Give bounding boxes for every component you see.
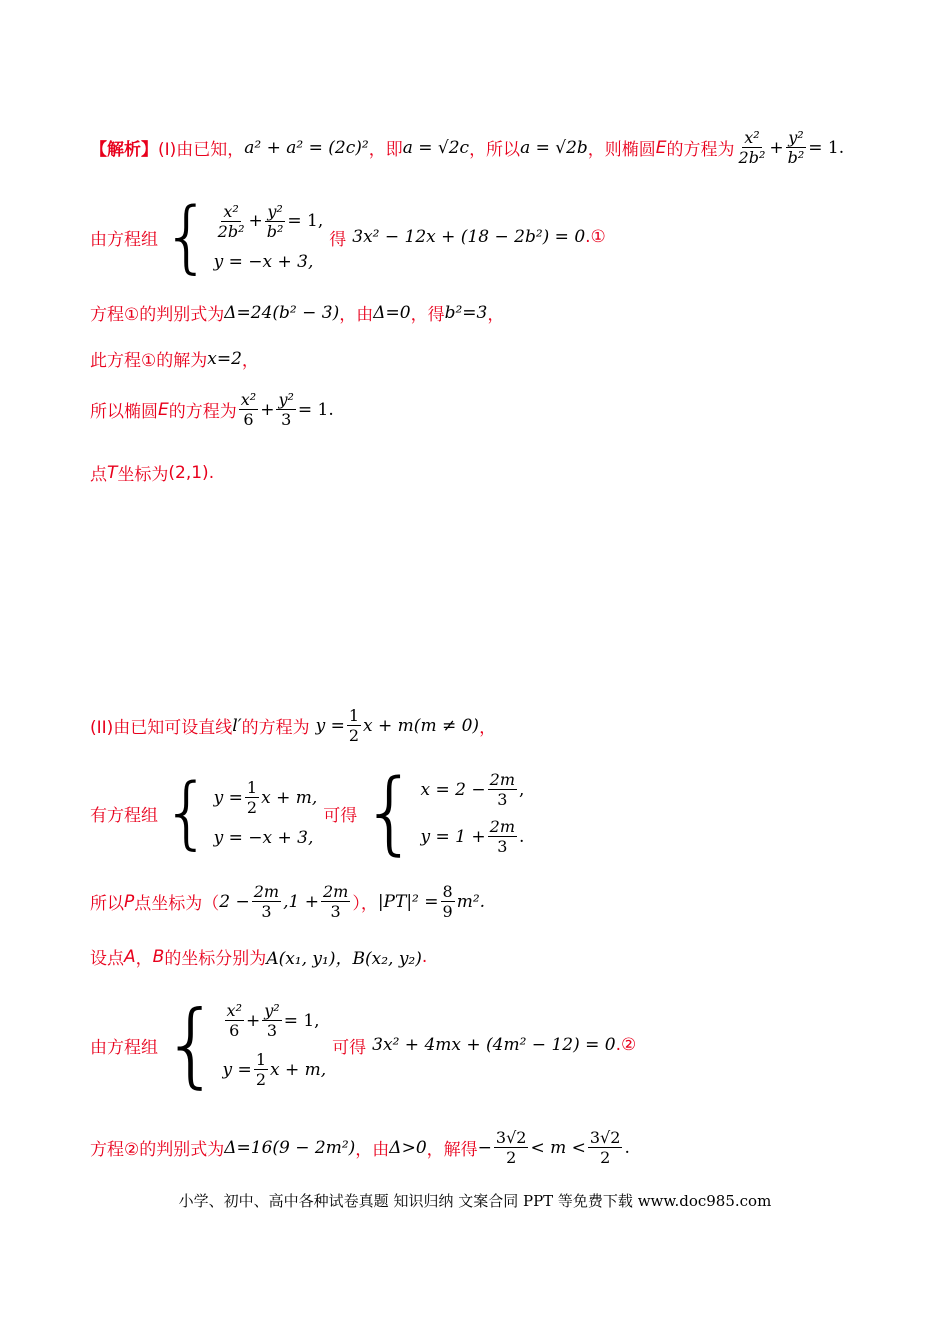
text: 所以椭圆 [90, 402, 158, 422]
formula: a = √2c [402, 137, 470, 158]
numerator: y² [788, 128, 804, 147]
fraction [737, 128, 768, 167]
fraction [321, 882, 350, 921]
system-row [214, 828, 318, 848]
formula: = 1, [287, 211, 324, 232]
formula: Δ=0 [373, 302, 411, 323]
points-AB-line [90, 944, 427, 969]
fraction [488, 770, 517, 809]
numerator: 8 [442, 882, 453, 901]
formula: m². [456, 891, 486, 912]
denominator: b² [787, 148, 805, 167]
denominator: 3 [497, 837, 508, 856]
fraction [786, 128, 807, 167]
numerator: y² [267, 201, 283, 221]
variable-l: l′ [232, 715, 242, 736]
fraction [441, 882, 455, 921]
text: . [421, 946, 428, 967]
formula: y = [222, 1059, 252, 1080]
denominator: 2 [600, 1148, 611, 1167]
formula: = 1. [297, 399, 334, 420]
formula: < m < [530, 1137, 586, 1158]
text: 的坐标分别为 [164, 949, 267, 969]
fraction [588, 1128, 623, 1167]
fraction [265, 202, 286, 241]
formula: 2 − [219, 891, 250, 912]
denominator: 6 [229, 1021, 240, 1040]
text: ，所以 [469, 140, 521, 160]
system-rows [214, 773, 318, 853]
part-II-line [90, 706, 496, 745]
fraction [254, 1050, 268, 1089]
coordinate: (2,1) [168, 462, 209, 483]
numerator: 1 [246, 778, 258, 798]
text: ， [487, 305, 505, 325]
text: ，即 [368, 140, 403, 160]
fraction [216, 202, 247, 241]
circled-number: .② [615, 1035, 637, 1055]
fraction [225, 1001, 244, 1040]
part-label: (I)由已知， [158, 140, 245, 160]
formula: x + m, [261, 787, 318, 808]
formula: 3x² + 4mx + (4m² − 12) = 0 [372, 1035, 616, 1055]
equation-system-1 [90, 192, 606, 282]
text: . [208, 462, 215, 483]
numerator: x² [744, 128, 760, 147]
circled-number: .① [585, 227, 606, 247]
left-brace: { [361, 760, 419, 865]
formula: x + m(m ≠ 0) [363, 715, 480, 736]
variable-E: E [655, 137, 667, 158]
text: 有方程组 [90, 805, 158, 826]
text: (II)由已知可设直线 [90, 718, 233, 738]
formula: y = 1 + [420, 826, 486, 847]
fraction [276, 390, 295, 429]
discriminant-line-1 [90, 300, 504, 325]
formula: |PT|² = [377, 891, 439, 912]
numerator: 2m [489, 817, 516, 836]
system-row [421, 770, 525, 809]
text: 的方程为 [666, 140, 735, 160]
denominator: 2b² [217, 221, 245, 241]
numerator: 2m [489, 770, 515, 789]
formula: A(x₁, y₁)，B(x₂, y₂) [266, 949, 422, 969]
fraction [262, 1001, 281, 1040]
denominator: 3 [266, 1021, 278, 1040]
text: 可得 [332, 1037, 367, 1058]
numerator: 1 [255, 1050, 266, 1069]
text: ，得 [410, 305, 445, 325]
numerator: 1 [348, 706, 360, 725]
fraction [347, 706, 361, 745]
numerator: 2m [322, 882, 349, 901]
text: 由方程组 [90, 1037, 158, 1058]
formula: = 1, [283, 1010, 320, 1031]
text: 的方程为 [241, 718, 310, 738]
text: 的方程为 [168, 402, 237, 422]
formula: b²=3 [444, 302, 488, 323]
formula: y = −x + 3, [213, 827, 314, 848]
numerator: y² [278, 390, 294, 409]
system-row [421, 817, 525, 856]
fraction [488, 817, 517, 856]
formula: 3x² − 12x + (18 − 2b²) = 0 [352, 227, 586, 247]
text: 点坐标为（ [134, 894, 220, 914]
text: ，则椭圆 [587, 140, 656, 160]
text: 方程②的判别式为 [90, 1140, 225, 1160]
plus: + [769, 137, 784, 158]
formula: − [477, 1137, 492, 1158]
text: 所以 [90, 894, 124, 914]
text: ，由 [339, 305, 374, 325]
text: 得 [329, 229, 347, 250]
solution-x-line [90, 346, 259, 371]
system-row: $\frac{\text{x²}}{\text{2b²}}$ + $\frac{\text{y²}}{\text{b²}}$ = 1, [217, 201, 324, 241]
system-row: $\frac{\text{x²}}{6}$ + $\frac{\text{y²}}{3}$ = 1, [226, 1001, 320, 1040]
equation-system-3 [90, 991, 637, 1098]
denominator: 3 [281, 410, 292, 429]
text: ， [479, 718, 497, 738]
formula: y = [213, 787, 243, 808]
text: ， [135, 949, 153, 969]
page-footer: 小学、初中、高中各种试卷真题 知识归纳 文案合同 PPT 等免费下载 www.doc985.com [178, 1192, 772, 1210]
formula: . [624, 1137, 630, 1158]
analysis-heading: 【解析】 [90, 140, 158, 160]
system-rows [214, 196, 324, 278]
variable-T: T [107, 462, 118, 483]
formula: Δ=16(9 − 2m²) [224, 1137, 356, 1158]
text: 点 [90, 465, 107, 485]
point-P-line [90, 882, 485, 921]
formula: = 1. [808, 137, 845, 158]
formula: y = −x + 3, [213, 252, 314, 273]
denominator: 3 [261, 902, 272, 921]
text: 此方程①的解为 [90, 351, 208, 371]
formula: a² + a² = (2c)² [244, 137, 369, 158]
denominator: 2b² [738, 148, 766, 167]
left-brace: { [162, 991, 221, 1098]
denominator: b² [266, 221, 284, 241]
variable-A: A [124, 946, 136, 967]
system-rows [223, 996, 327, 1094]
discriminant-line-2 [90, 1128, 630, 1167]
formula: , [519, 779, 525, 800]
formula: x=2 [207, 348, 242, 369]
numerator: x² [223, 201, 239, 221]
left-brace: { [162, 192, 212, 282]
text: 设点 [90, 949, 124, 969]
denominator: 2 [348, 726, 360, 745]
denominator: 2 [506, 1148, 517, 1167]
text: 由方程组 [90, 229, 158, 250]
text: ）， [352, 894, 378, 914]
fraction [239, 390, 258, 429]
denominator: 2 [255, 1070, 266, 1089]
numerator: x² [240, 390, 257, 409]
fraction [494, 1128, 529, 1167]
fraction [245, 778, 259, 817]
ellipse-equation-line: 所以椭圆 E 的方程为 $\frac{\text{x²}}{6}$ + $\frac{\text{y²}}{3}$ = 1. [90, 390, 334, 429]
equation-system-2 [90, 760, 525, 865]
left-brace: { [162, 768, 212, 858]
variable-B: B [152, 946, 165, 967]
text: 方程①的判别式为 [90, 305, 225, 325]
text: ，解得 [426, 1140, 478, 1160]
text: ， [241, 351, 259, 371]
formula: y = [315, 715, 345, 736]
point-T-line [90, 460, 214, 485]
formula: ,1 + [283, 891, 319, 912]
variable-E: E [158, 399, 169, 420]
numerator: 3√2 [589, 1128, 621, 1147]
numerator: x² [226, 1001, 242, 1020]
text: ，由 [355, 1140, 390, 1160]
formula: a = √2b [520, 137, 588, 158]
system-rows [421, 766, 525, 860]
denominator: 3 [330, 902, 341, 921]
numerator: 3√2 [495, 1128, 527, 1147]
formula: x = 2 − [420, 779, 486, 800]
formula: Δ=24(b² − 3) [224, 302, 340, 323]
fraction [252, 882, 281, 921]
system-row [223, 1050, 327, 1089]
formula: Δ>0 [389, 1137, 427, 1158]
text: 可得 [323, 805, 358, 826]
denominator: 6 [243, 410, 254, 429]
solution-line-1 [90, 128, 844, 167]
text: 坐标为 [117, 465, 169, 485]
numerator: y² [264, 1001, 280, 1020]
formula: . [519, 826, 525, 847]
denominator: 3 [497, 790, 508, 809]
denominator: 9 [442, 902, 453, 921]
system-row [214, 778, 318, 817]
denominator: 2 [246, 798, 258, 818]
formula: x + m, [270, 1059, 327, 1080]
variable-P: P [124, 891, 135, 912]
numerator: 2m [253, 882, 280, 901]
system-row [214, 252, 324, 272]
